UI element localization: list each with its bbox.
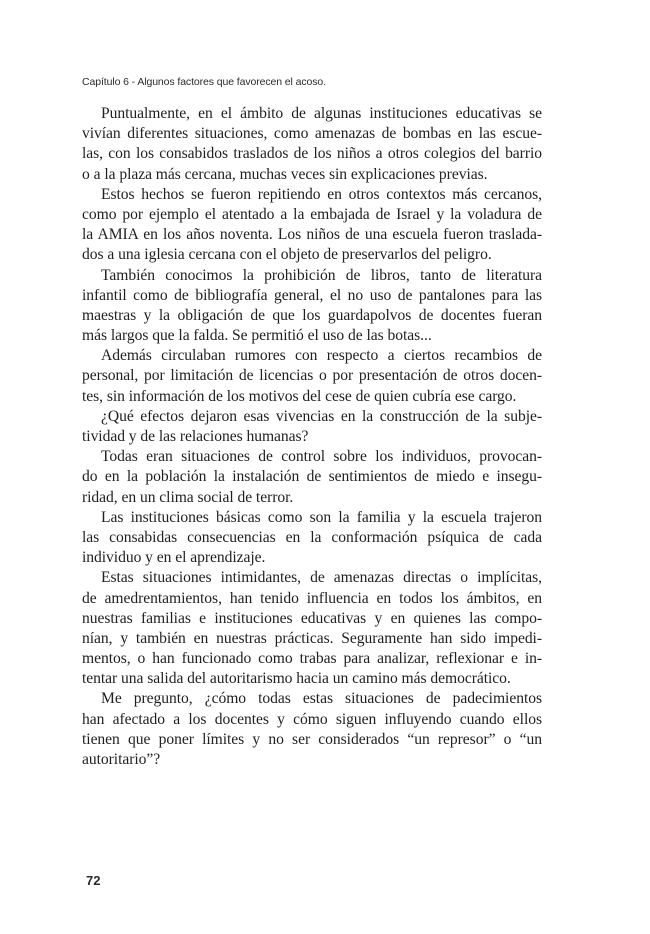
text-line: Puntualmente, en el ámbito de algunas instituciones educativas se [101, 105, 542, 122]
text-line: Todas eran situaciones de control sobre los individuos, provocan- [101, 448, 542, 466]
page-number: 72 [86, 873, 101, 888]
text-line: las consabidas consecuencias en la conformación psíquica de cada [82, 528, 542, 546]
text-line: vivían diferentes situaciones, como amenazas de bombas en las escue- [82, 125, 542, 143]
text-line: las, con los consabidos traslados de los niños a otros colegios del barrio [82, 145, 542, 163]
text-line: tes, sin información de los motivos del cese de quien cubría ese cargo. [82, 387, 517, 405]
text-line: Estas situaciones intimidantes, de amenazas directas o implícitas, [101, 569, 542, 587]
text-line: maestras y la obligación de que los guardapolvos de docentes fueran [82, 306, 542, 324]
text-line: han afectado a los docentes y cómo siguen influyendo cuando ellos [82, 710, 542, 728]
text-line: Las instituciones básicas como son la familia y la escuela trajeron [101, 508, 542, 526]
text-line: tienen que poner límites y no ser considerados “un represor” o “un [82, 730, 542, 748]
text-line: tividad y de las relaciones humanas? [82, 428, 309, 445]
text-line: ¿Qué efectos dejaron esas vivencias en la construcción de la subje- [101, 407, 542, 425]
text-line: Además circulaban rumores con respecto a ciertos recambios de [101, 347, 542, 365]
text-line: do en la población la instalación de sentimientos de miedo e insegu- [82, 468, 542, 486]
text-line: ridad, en un clima social de terror. [82, 488, 294, 506]
text-line: autoritario”? [82, 751, 161, 768]
running-head: Capítulo 6 - Algunos factores que favorecen el acoso. [82, 76, 326, 88]
text-line: de amedrentamientos, han tenido influencia en todos los ámbitos, en [82, 589, 542, 607]
text-line: mentos, o han funcionado como trabas para analizar, reflexionar e in- [82, 650, 542, 668]
text-line: Estos hechos se fueron repitiendo en otros contextos más cercanos, [101, 185, 542, 203]
text-line: También conocimos la prohibición de libros, tanto de literatura [101, 266, 542, 284]
text-line: o a la plaza más cercana, muchas veces sin explicaciones previas. [82, 165, 488, 183]
body-text [82, 104, 542, 770]
text-line: tentar una salida del autoritarismo hacia un camino más democrático. [82, 670, 511, 688]
text-line: nuestras familias e instituciones educativas y en quienes las compo- [82, 609, 542, 627]
text-line: nían, y también en nuestras prácticas. Seguramente han sido impedi- [82, 629, 542, 647]
text-line: como por ejemplo el atentado a la embajada de Israel y la voladura de [82, 205, 542, 223]
text-line: personal, por limitación de licencias o por presentación de otros docen- [82, 367, 542, 385]
text-line: Me pregunto, ¿cómo todas estas situaciones de padecimientos [101, 690, 542, 708]
text-line: la AMIA en los años noventa. Los niños de una escuela fueron traslada- [82, 226, 542, 244]
text-line: más largos que la falda. Se permitió el uso de las botas... [82, 327, 432, 345]
text-line: infantil como de bibliografía general, el no uso de pantalones para las [82, 286, 542, 304]
text-line: individuo y en el aprendizaje. [82, 549, 266, 567]
text-line: dos a una iglesia cercana con el objeto de preservarlos del peligro. [82, 246, 492, 264]
